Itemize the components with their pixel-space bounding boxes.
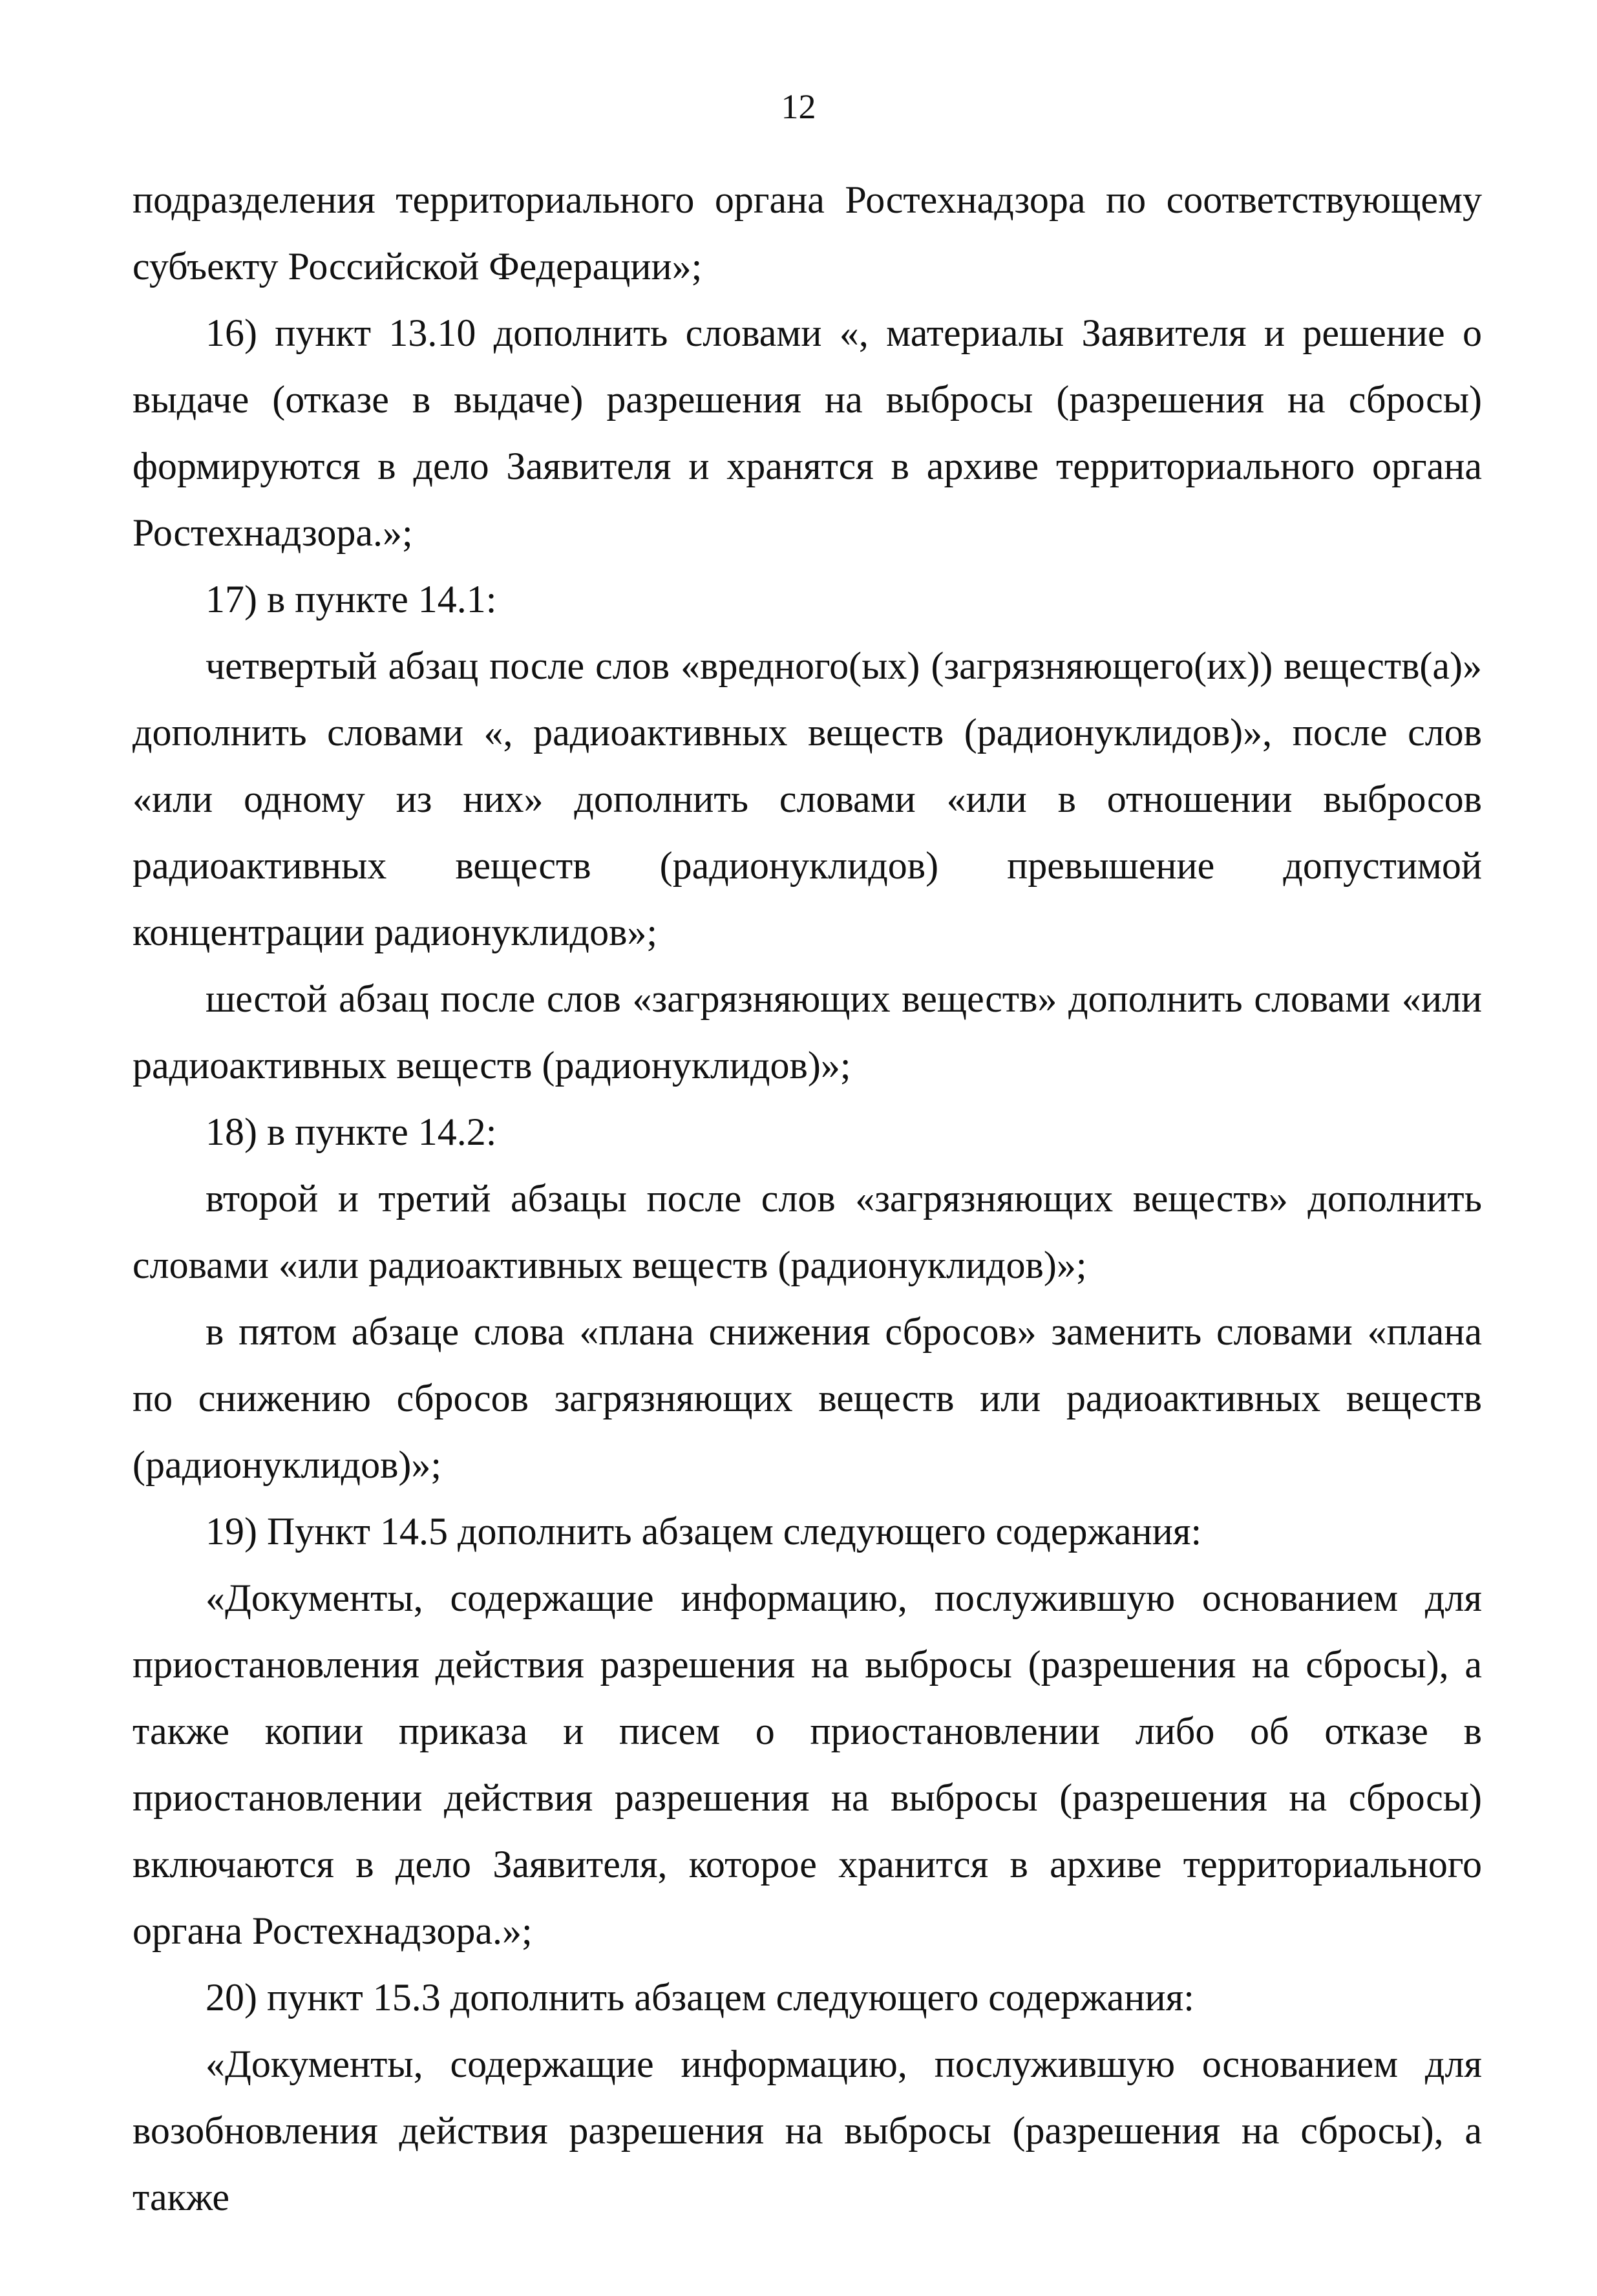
document-body [132,167,1482,2231]
paragraph-item-17: 17) в пункте 14.1: [206,578,497,621]
paragraph-item-19: 19) Пункт 14.5 дополнить абзацем следующего содержания: [206,1510,1202,1553]
paragraph-item-19-quote: «Документы, содержащие информацию, послужившую основанием для приостановления действия разрешения на выбросы (разрешения на сбросы), а также копии приказа и писем о приостановлении либо об отказе в приостановлении действия разрешения на выбросы (разрешения на сбросы) включаются в дело Заявителя, которое хранится в архиве территориального органа Ростехнадзора.»; [132,1577,1482,1952]
paragraph-item-18-second-third-abzac: второй и третий абзацы после слов «загрязняющих веществ» дополнить словами «или радиоактивных веществ (радионуклидов)»; [132,1177,1482,1286]
paragraph-item-17-sixth-abzac: шестой абзац после слов «загрязняющих веществ» дополнить словами «или радиоактивных веществ (радионуклидов)»; [132,977,1482,1087]
page-number: 12 [781,87,816,126]
paragraph-item-18-fifth-abzac: в пятом абзаце слова «плана снижения сбросов» заменить словами «плана по снижению сбросов загрязняющих веществ или радиоактивных веществ (радионуклидов)»; [132,1310,1482,1486]
paragraph-item-20-quote: «Документы, содержащие информацию, послужившую основанием для возобновления действия разрешения на выбросы (разрешения на сбросы), а также [132,2043,1482,2218]
paragraph-item-16: 16) пункт 13.10 дополнить словами «, материалы Заявителя и решение о выдаче (отказе в выдаче) разрешения на выбросы (разрешения на сбросы) формируются в дело Заявителя и хранятся в архиве территориального органа Ростехнадзора.»; [132,312,1482,554]
paragraph-continuation: подразделения территориального органа Ростехнадзора по соответствующему субъекту Российской Федерации»; [132,178,1482,288]
paragraph-item-20: 20) пункт 15.3 дополнить абзацем следующего содержания: [206,1976,1194,2019]
paragraph-item-18: 18) в пункте 14.2: [206,1111,497,1153]
paragraph-item-17-fourth-abzac: четвертый абзац после слов «вредного(ых) (загрязняющего(их)) веществ(а)» дополнить словами «, радиоактивных веществ (радионуклидов)», после слов «или одному из них» дополнить словами «или в отношении выбросов радиоактивных веществ (радионуклидов) превышение допустимой концентрации радионуклидов»; [132,644,1482,953]
